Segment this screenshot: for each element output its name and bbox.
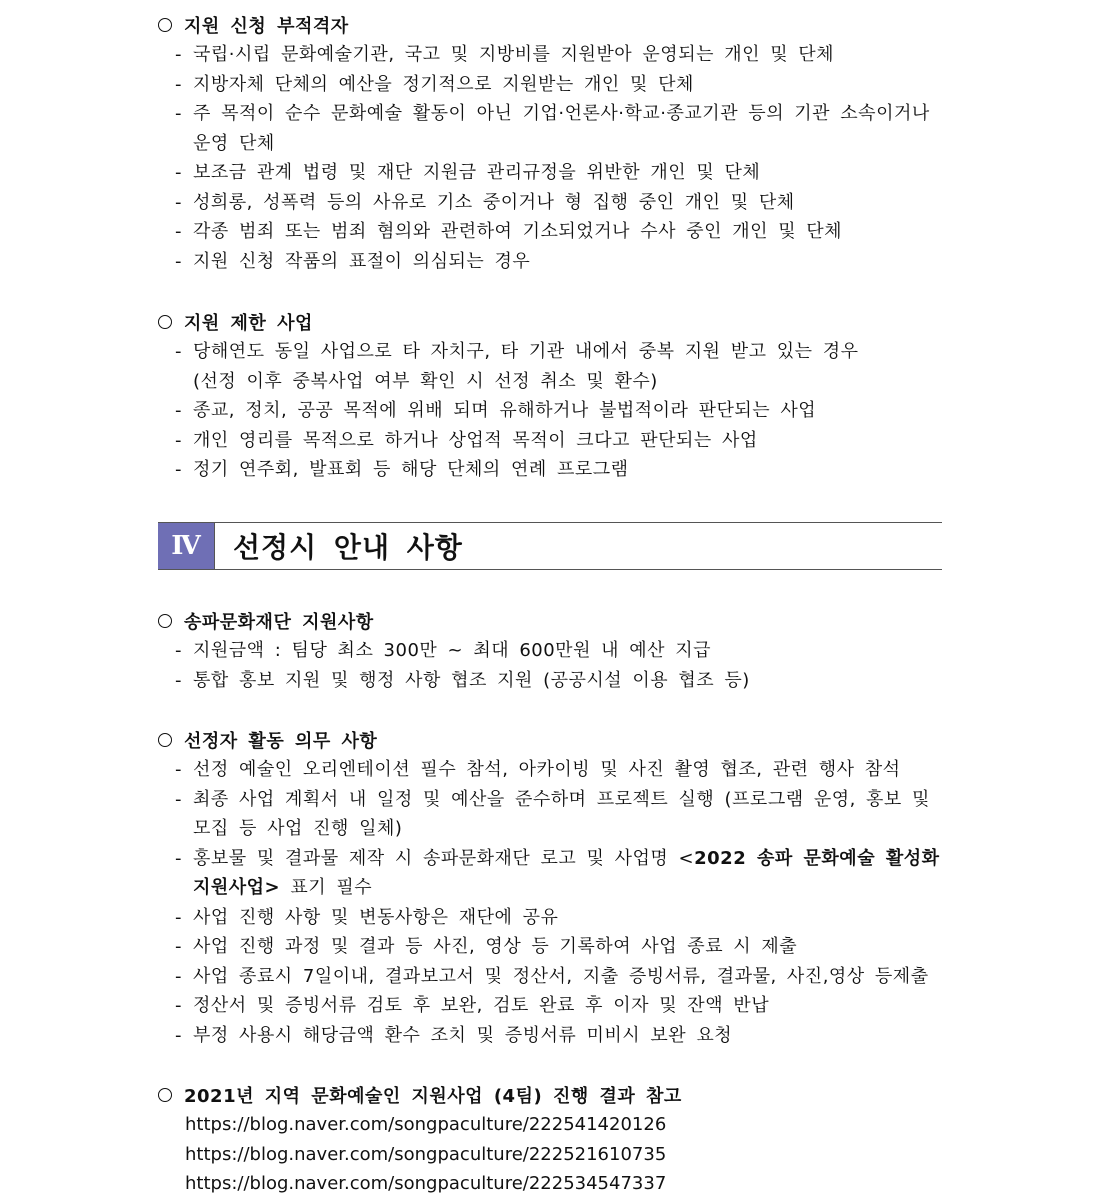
list-item — [158, 99, 958, 158]
list-item — [158, 666, 958, 696]
section-support — [158, 606, 958, 695]
section-heading — [158, 606, 958, 636]
blog-link[interactable]: https://blog.naver.com/songpaculture/222521610735 — [185, 1143, 667, 1165]
section-heading — [158, 1080, 958, 1110]
item-text-suffix: 표기 필수 — [280, 877, 373, 898]
item-text: 부정 사용시 해당금액 환수 조치 및 증빙서류 미비시 보완 요청 — [193, 1024, 733, 1046]
item-text: 정산서 및 증빙서류 검토 후 보완, 검토 완료 후 이자 및 잔액 반납 — [193, 995, 770, 1016]
dash-bullet-icon: - — [175, 400, 182, 421]
item-text: 성희롱, 성폭력 등의 사유로 기소 중이거나 형 집행 중인 개인 및 단체 — [193, 191, 795, 213]
list-item — [158, 962, 958, 992]
dash-bullet-icon: - — [175, 965, 182, 987]
item-text — [193, 844, 958, 874]
list-item — [158, 247, 958, 277]
item-text: 통합 홍보 지원 및 행정 사항 협조 지원 (공공시설 이용 협조 등) — [193, 669, 750, 691]
program-name-bold-continued: 지원사업> — [193, 877, 281, 898]
item-text-continued: 모집 등 사업 진행 일체) — [193, 818, 403, 839]
duties-list — [158, 755, 958, 1050]
results-url-list — [158, 1110, 958, 1199]
list-item — [158, 396, 958, 426]
list-item — [158, 70, 958, 100]
item-text: 개인 영리를 목적으로 하거나 상업적 목적이 크다고 판단되는 사업 — [193, 429, 758, 451]
list-item — [158, 636, 958, 666]
item-text-prefix: 홍보물 및 결과물 제작 시 송파문화재단 로고 및 사업명 < — [193, 847, 695, 869]
section-ineligible — [158, 10, 958, 276]
item-text: 지방자체 단체의 예산을 정기적으로 지원받는 개인 및 단체 — [193, 73, 694, 95]
heading-text: 지원 제한 사업 — [184, 313, 313, 334]
section-duties — [158, 725, 958, 1050]
circle-bullet-icon — [158, 733, 172, 747]
dash-bullet-icon: - — [175, 936, 182, 957]
ineligible-list — [158, 40, 958, 276]
circle-bullet-icon — [158, 614, 172, 628]
section-results — [158, 1080, 958, 1199]
item-text: 보조금 관계 법령 및 재단 지원금 관리규정을 위반한 개인 및 단체 — [193, 162, 761, 183]
item-text: 사업 진행 사항 및 변동사항은 재단에 공유 — [193, 906, 559, 928]
list-item — [158, 158, 958, 188]
dash-bullet-icon: - — [175, 459, 182, 480]
dash-bullet-icon: - — [175, 250, 182, 272]
item-text: 최종 사업 계획서 내 일정 및 예산을 준수하며 프로젝트 실행 (프로그램 운영, 홍보 및 — [193, 788, 930, 810]
item-text-continued: (선정 이후 중복사업 여부 확인 시 선정 취소 및 환수) — [193, 370, 658, 392]
list-item — [158, 991, 958, 1021]
item-text: 선정 예술인 오리엔테이션 필수 참석, 아카이빙 및 사진 촬영 협조, 관련 행사 참석 — [193, 759, 901, 780]
heading-text: 지원 신청 부적격자 — [184, 16, 349, 37]
support-list — [158, 636, 958, 695]
dash-bullet-icon: - — [175, 103, 182, 124]
list-item — [158, 217, 958, 247]
dash-bullet-icon: - — [175, 221, 182, 242]
dash-bullet-icon: - — [175, 669, 182, 691]
item-text: 지원금액 : 팀당 최소 300만 ~ 최대 600만원 내 예산 지급 — [193, 640, 712, 661]
section-heading — [158, 307, 958, 337]
dash-bullet-icon: - — [175, 788, 182, 810]
dash-bullet-icon: - — [175, 906, 182, 928]
list-item — [158, 932, 958, 962]
section-heading — [158, 725, 958, 755]
list-item — [158, 188, 958, 218]
section-restricted — [158, 307, 958, 485]
dash-bullet-icon: - — [175, 847, 182, 869]
heading-text: 2021년 지역 문화예술인 지원사업 (4팀) 진행 결과 참고 — [184, 1086, 682, 1107]
list-item — [158, 40, 958, 70]
item-text-continued — [193, 873, 958, 903]
item-text: 지원 신청 작품의 표절이 의심되는 경우 — [193, 250, 531, 272]
circle-bullet-icon — [158, 1088, 172, 1102]
heading-text: 송파문화재단 지원사항 — [184, 612, 374, 633]
item-text: 종교, 정치, 공공 목적에 위배 되며 유해하거나 불법적이라 판단되는 사업 — [193, 400, 817, 421]
circle-bullet-icon — [158, 315, 172, 329]
restricted-list — [158, 337, 958, 485]
dash-bullet-icon: - — [175, 44, 182, 65]
list-item — [158, 844, 958, 903]
banner-number: Ⅳ — [158, 523, 215, 569]
circle-bullet-icon — [158, 18, 172, 32]
item-text: 정기 연주회, 발표회 등 해당 단체의 연례 프로그램 — [193, 459, 629, 480]
blog-link[interactable]: https://blog.naver.com/songpaculture/222541420126 — [185, 1114, 667, 1135]
dash-bullet-icon: - — [175, 640, 182, 661]
banner-title: 선정시 안내 사항 — [233, 531, 463, 564]
dash-bullet-icon: - — [175, 73, 182, 95]
dash-bullet-icon: - — [175, 995, 182, 1016]
dash-bullet-icon: - — [175, 429, 182, 451]
heading-text: 선정자 활동 의무 사항 — [184, 731, 378, 752]
item-text: 당해연도 동일 사업으로 타 자치구, 타 기관 내에서 중복 지원 받고 있는 경우 — [193, 341, 859, 362]
dash-bullet-icon: - — [175, 1024, 182, 1046]
item-text: 사업 진행 과정 및 결과 등 사진, 영상 등 기록하여 사업 종료 시 제출 — [193, 936, 798, 957]
dash-bullet-icon: - — [175, 162, 182, 183]
item-text-continued: 운영 단체 — [193, 132, 275, 154]
list-item — [158, 1021, 958, 1051]
program-name-bold: 2022 송파 문화예술 활성화 — [694, 847, 940, 869]
list-item — [158, 903, 958, 933]
list-item — [158, 785, 958, 844]
section-banner — [158, 522, 942, 570]
section-heading — [158, 10, 958, 40]
item-text: 주 목적이 순수 문화예술 활동이 아닌 기업·언론사·학교·종교기관 등의 기관 소속이거나 — [193, 103, 930, 124]
item-text: 국립·시립 문화예술기관, 국고 및 지방비를 지원받아 운영되는 개인 및 단체 — [193, 44, 835, 65]
item-text: 사업 종료시 7일이내, 결과보고서 및 정산서, 지출 증빙서류, 결과물, 사진,영상 등제출 — [193, 965, 929, 987]
dash-bullet-icon: - — [175, 341, 182, 362]
dash-bullet-icon: - — [175, 191, 182, 213]
list-item — [158, 755, 958, 785]
list-item — [158, 337, 958, 396]
blog-link[interactable]: https://blog.naver.com/songpaculture/222534547337 — [185, 1173, 667, 1194]
list-item — [158, 455, 958, 485]
list-item — [158, 426, 958, 456]
dash-bullet-icon: - — [175, 759, 182, 780]
item-text: 각종 범죄 또는 범죄 혐의와 관련하여 기소되었거나 수사 중인 개인 및 단체 — [193, 221, 843, 242]
